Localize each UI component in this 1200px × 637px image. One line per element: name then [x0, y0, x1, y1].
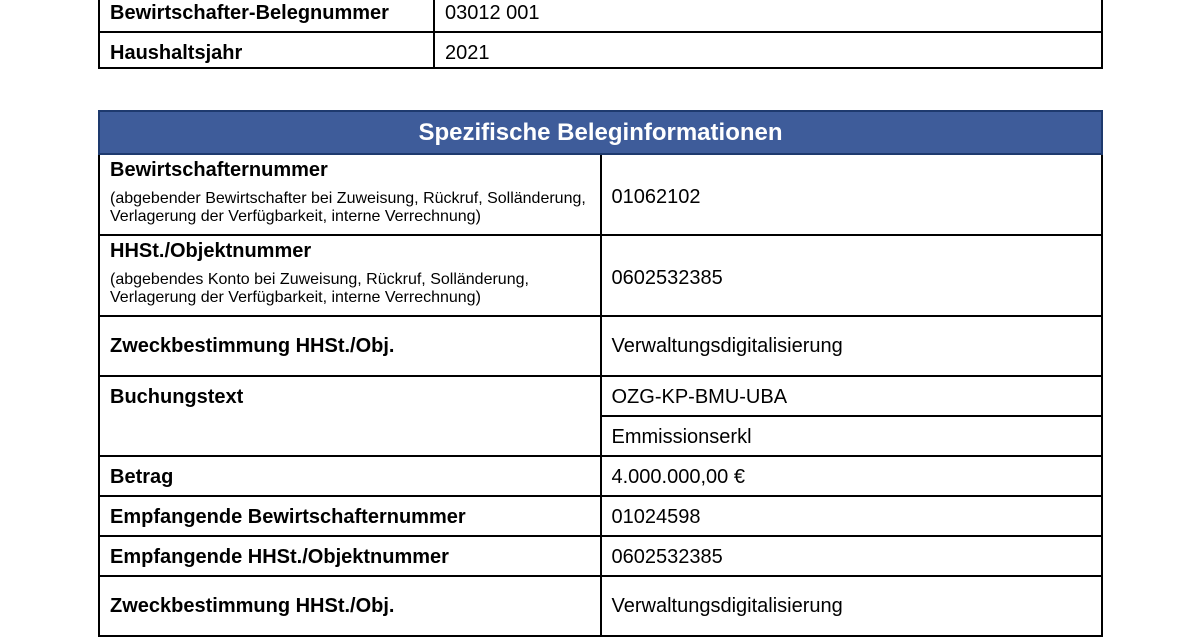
haushaltsjahr-value: 2021 — [434, 32, 1102, 68]
betrag-label: Betrag — [99, 456, 601, 496]
hhst-cell — [99, 235, 601, 316]
buchungstext-label: Buchungstext — [99, 376, 601, 456]
bewirtschafternummer-value: 01062102 — [601, 154, 1103, 235]
zweckbestimmung-value: Verwaltungsdigitalisierung — [601, 316, 1103, 376]
hhst-label: HHSt./Objektnummer — [110, 240, 312, 262]
empfangende-bewirtschafternummer-value: 01024598 — [601, 496, 1103, 536]
haushaltsjahr-label: Haushaltsjahr — [99, 32, 434, 68]
belegnummer-label: Bewirtschafter-Belegnummer — [99, 0, 434, 32]
hhst-note: (abgebendes Konto bei Zuweisung, Rückruf, Solländerung, Verlagerung der Verfügbarkeit, interne Verrechnung) — [110, 271, 529, 306]
table-row — [99, 576, 1102, 636]
empfangende-hhst-label: Empfangende HHSt./Objektnummer — [99, 536, 601, 576]
buchungstext-value-1: OZG-KP-BMU-UBA — [601, 376, 1103, 416]
section-title: Spezifische Beleginformationen — [99, 111, 1102, 154]
empfangende-bewirtschafternummer-label: Empfangende Bewirtschafternummer — [99, 496, 601, 536]
betrag-value: 4.000.000,00 € — [601, 456, 1103, 496]
buchungstext-value-2: Emmissionserkl — [601, 416, 1103, 456]
bewirtschafternummer-label: Bewirtschafternummer — [110, 159, 328, 181]
table-row — [99, 154, 1102, 235]
zweckbestimmung-label: Zweckbestimmung HHSt./Obj. — [99, 316, 601, 376]
table-row — [99, 32, 1102, 68]
empfangende-hhst-value: 0602532385 — [601, 536, 1103, 576]
table-row — [99, 536, 1102, 576]
bewirtschafternummer-note: (abgebender Bewirtschafter bei Zuweisung, Rückruf, Solländerung, Verlagerung der Verfügbarkeit, interne Verrechnung) — [110, 190, 586, 225]
table-row — [99, 496, 1102, 536]
zweckbestimmung-2-value: Verwaltungsdigitalisierung — [601, 576, 1103, 636]
specific-info-table — [98, 110, 1103, 637]
zweckbestimmung-2-label: Zweckbestimmung HHSt./Obj. — [99, 576, 601, 636]
belegnummer-value: 03012 001 — [434, 0, 1102, 32]
table-row — [99, 235, 1102, 316]
hhst-value: 0602532385 — [601, 235, 1103, 316]
table-row — [99, 0, 1102, 32]
table-row — [99, 376, 1102, 416]
table-header-row — [99, 111, 1102, 154]
bewirtschafternummer-cell — [99, 154, 601, 235]
table-row — [99, 316, 1102, 376]
table-row — [99, 456, 1102, 496]
document-header-table — [98, 0, 1103, 69]
